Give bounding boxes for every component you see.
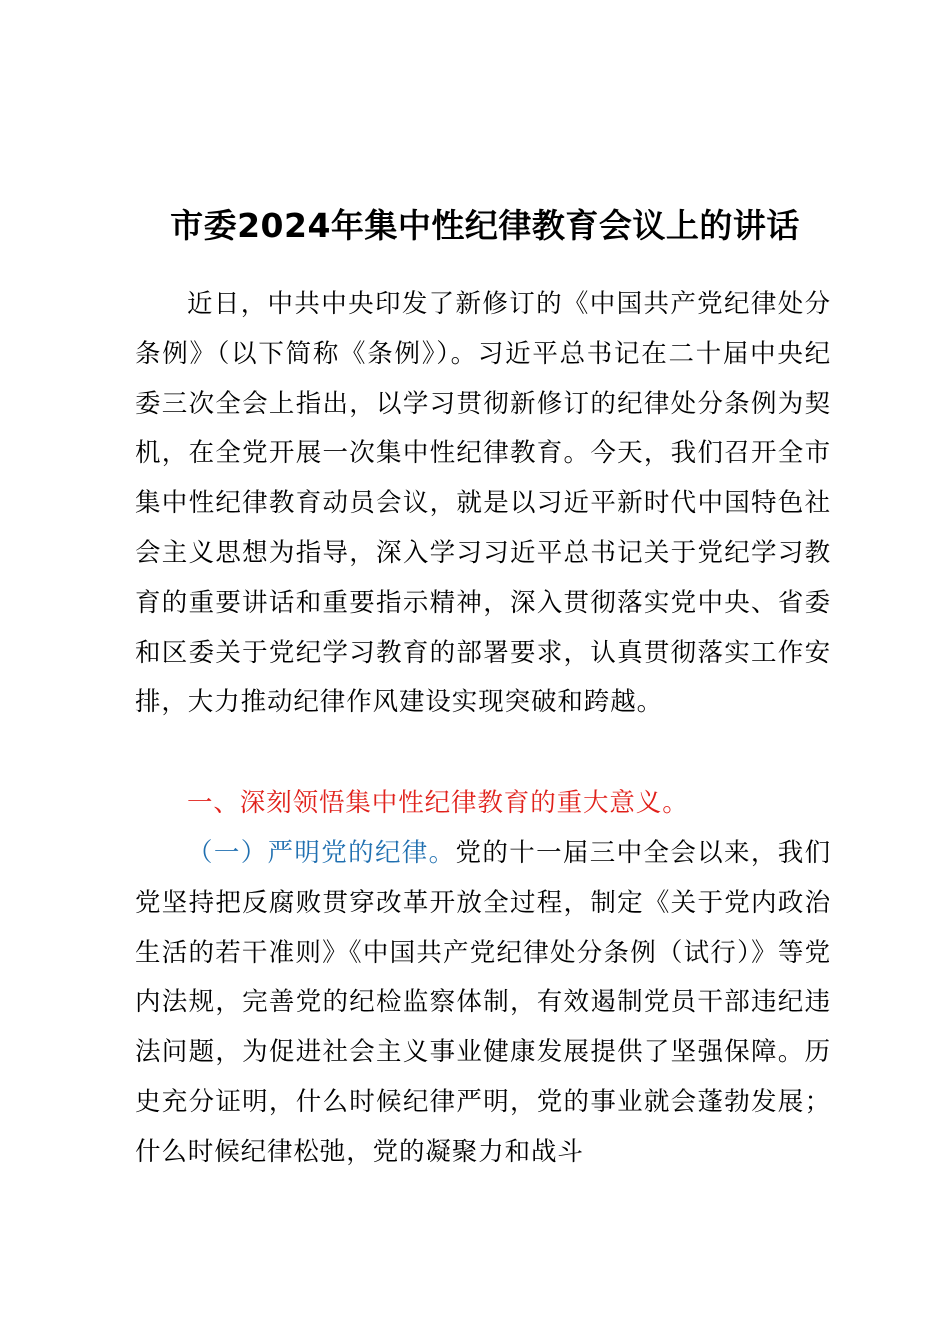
body-paragraph-2 [135, 829, 831, 1178]
body-paragraph-2-text: 党的十一届三中全会以来，我们党坚持把反腐败贯穿改革开放全过程，制定《关于党内政治生活的若干准则》《中国共产党纪律处分条例（试行）》等党内法规，完善党的纪检监察体制，有效遏制党员干部违纪违法问题，为促进社会主义事业健康发展提供了坚强保障。历史充分证明，什么时候纪律严明，党的事业就会蓬勃发展；什么时候纪律松弛，党的凝聚力和战斗 [135, 838, 831, 1167]
subheading-1: （一）严明党的纪律。 [187, 838, 456, 868]
document-title: 市委2024年集中性纪律教育会议上的讲话 [170, 206, 800, 245]
section-heading-1: 一、深刻领悟集中性纪律教育的重大意义。 [187, 788, 689, 818]
body-paragraph-1: 近日，中共中央印发了新修订的《中国共产党纪律处分条例》（以下简称《条例》）。习近平总书记在二十届中央纪委三次全会上指出，以学习贯彻新修订的纪律处分条例为契机，在全党开展一次集中性纪律教育。今天，我们召开全市集中性纪律教育动员会议，就是以习近平新时代中国特色社会主义思想为指导，深入学习习近平总书记关于党纪学习教育的重要讲话和重要指示精神，深入贯彻落实党中央、省委和区委关于党纪学习教育的部署要求，认真贯彻落实工作安排，大力推动纪律作风建设实现突破和跨越。 [135, 289, 831, 718]
